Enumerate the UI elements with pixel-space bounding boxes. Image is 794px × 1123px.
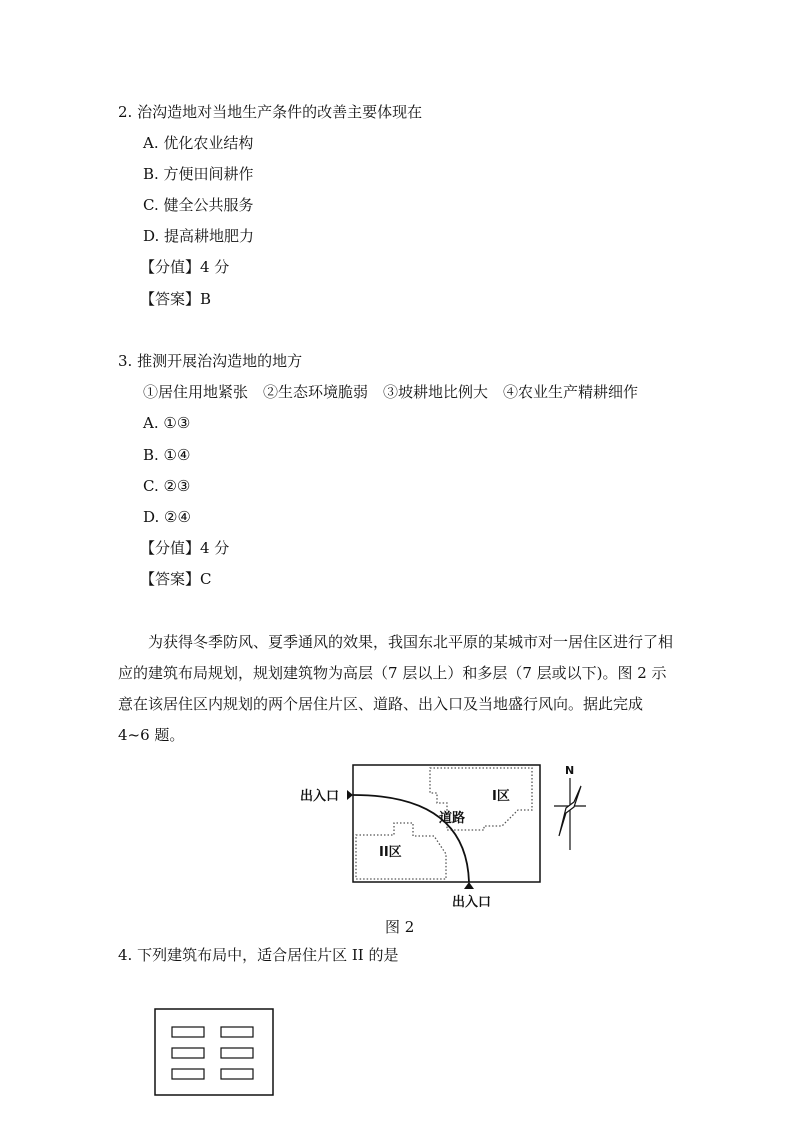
- entrance-bottom-label: 出入口: [452, 895, 492, 910]
- building-block: [172, 1027, 204, 1037]
- building-block: [172, 1069, 204, 1079]
- q2-option-d: D. 提高耕地肥力: [143, 227, 255, 245]
- q3-choices: ①居住用地紧张 ②生态环境脆弱 ③坡耕地比例大 ④农业生产精耕细作: [143, 383, 639, 401]
- q2-stem: 2. 治沟造地对当地生产条件的改善主要体现在: [118, 103, 423, 121]
- zone-1-label: I区: [492, 789, 510, 804]
- q3-option-b: B. ①④: [143, 446, 191, 464]
- north-label: N: [565, 764, 575, 777]
- q4-option-a-figure: [154, 1008, 278, 1098]
- q4-stem: 4. 下列建筑布局中，适合居住片区 II 的是: [118, 946, 399, 964]
- road-label: 道路: [439, 811, 466, 826]
- q2-answer: 【答案】B: [140, 290, 212, 308]
- entrance-bottom-marker: [464, 882, 474, 889]
- q3-answer: 【答案】C: [140, 570, 212, 588]
- q2-option-c: C. 健全公共服务: [143, 196, 254, 214]
- q3-stem: 3. 推测开展治沟造地的地方: [118, 352, 303, 370]
- q2-option-b: B. 方便田间耕作: [143, 165, 254, 183]
- zone-2-label: II区: [379, 845, 402, 860]
- q3-option-d: D. ②④: [143, 508, 191, 526]
- entrance-left-label: 出入口: [300, 789, 340, 804]
- entrance-left-marker: [347, 790, 353, 800]
- building-block: [221, 1069, 253, 1079]
- figure-2-caption: 图 2: [385, 918, 415, 936]
- road-curve: [353, 795, 469, 882]
- q3-option-c: C. ②③: [143, 477, 191, 495]
- q3-score: 【分值】4 分: [140, 539, 230, 557]
- building-block: [172, 1048, 204, 1058]
- passage: [118, 627, 678, 751]
- figure-2-map: [296, 758, 596, 916]
- building-block: [221, 1027, 253, 1037]
- building-block: [221, 1048, 253, 1058]
- q2-score: 【分值】4 分: [140, 258, 230, 276]
- q3-option-a: A. ①③: [143, 414, 191, 432]
- passage-text: 为获得冬季防风、夏季通风的效果，我国东北平原的某城市对一居住区进行了相应的建筑布局规划，规划建筑物为高层（7 层以上）和多层（7 层或以下)。图 2 示意在该居住区内规划的两个居住片区、道路、出入口及当地盛行风向。据此完成 4~6 题。: [118, 633, 674, 744]
- q2-option-a: A. 优化农业结构: [143, 134, 254, 152]
